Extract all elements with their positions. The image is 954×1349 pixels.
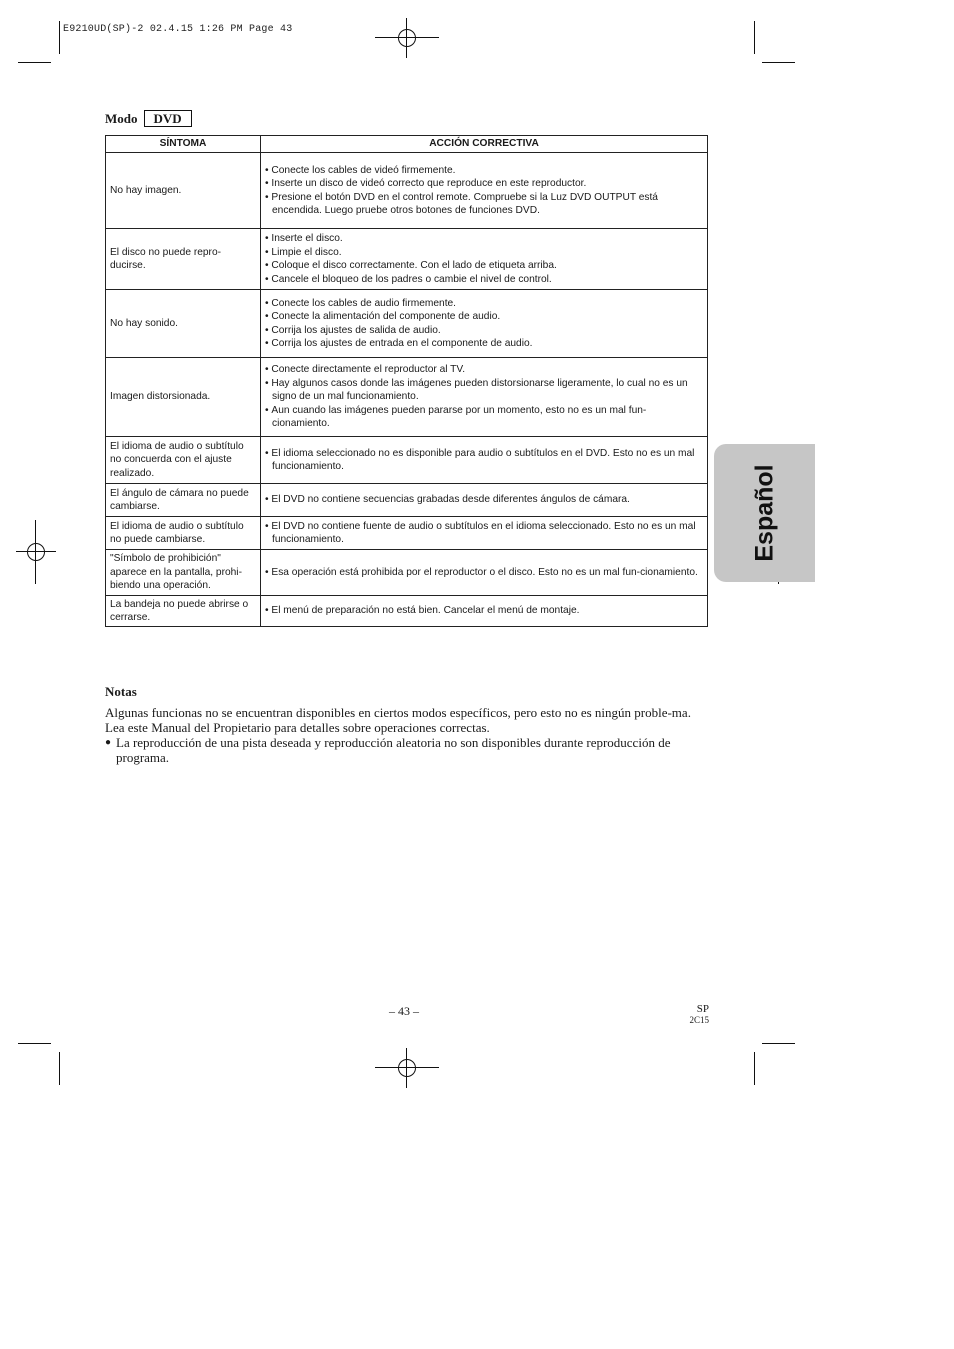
symptom-cell: La bandeja no puede abrirse o cerrarse.: [106, 596, 261, 627]
notes-bullet-item: [105, 735, 705, 765]
bullet-icon: ●: [105, 737, 112, 748]
action-item: • Corrija los ajustes de entrada en el componente de audio.: [265, 337, 703, 351]
registration-mark-bottom: [375, 1048, 439, 1088]
table-row: [106, 517, 708, 550]
action-item: • Conecte los cables de audio firmemente.: [265, 297, 703, 311]
crop-mark-bottom-right-v: [754, 1052, 755, 1085]
action-item: • Limpie el disco.: [265, 246, 703, 260]
page-number: – 43 –: [389, 1004, 419, 1018]
notes-section: [105, 684, 705, 765]
symptom-cell: El idioma de audio o subtítulo no puede cambiarse.: [106, 517, 261, 550]
notes-title: Notas: [105, 684, 137, 699]
action-cell: [261, 290, 708, 358]
action-cell: [261, 153, 708, 229]
action-item: • El DVD no contiene fuente de audio o subtítulos en el idioma seleccionado. Esto no es un mal funcionamiento.: [265, 520, 703, 547]
action-item: • El DVD no contiene secuencias grabadas desde diferentes ángulos de cámara.: [265, 493, 703, 507]
symptom-cell: El idioma de audio o subtítulo no concuerda con el ajuste realizado.: [106, 437, 261, 484]
crop-mark-top-left-h: [18, 62, 51, 63]
troubleshooting-table: [105, 135, 708, 627]
table-row: [106, 290, 708, 358]
action-cell: [261, 358, 708, 437]
action-item: • El idioma seleccionado no es disponible para audio o subtítulos en el DVD. Esto no es un mal funcionamiento.: [265, 447, 703, 474]
language-code: SP: [696, 1003, 709, 1015]
action-cell: [261, 550, 708, 596]
action-item: • El menú de preparación no está bien. Cancelar el menú de montaje.: [265, 604, 703, 618]
table-row: [106, 437, 708, 484]
language-tab-label: Español: [750, 464, 778, 562]
mode-label: Modo: [105, 110, 138, 126]
crop-mark-bottom-left-v: [59, 1052, 60, 1085]
symptom-cell: El ángulo de cámara no puede cambiarse.: [106, 484, 261, 517]
table-row: [106, 484, 708, 517]
action-cell: [261, 517, 708, 550]
crop-mark-bottom-right-h: [762, 1043, 795, 1044]
footer-codes: [682, 1003, 709, 1026]
crop-mark-bottom-left-h: [18, 1043, 51, 1044]
notes-paragraph: Algunas funcionas no se encuentran disponibles en ciertos modos específicos, pero esto no es ningún proble-ma. Lea este Manual del Propietario para detalles sobre operaciones correctas.: [105, 705, 691, 735]
table-row: [106, 550, 708, 596]
mode-badge-dvd: DVD: [144, 110, 192, 127]
crop-mark-top-right-v: [754, 21, 755, 54]
action-cell: [261, 484, 708, 517]
action-item: • Conecte directamente el reproductor al TV.: [265, 363, 703, 377]
table-row: [106, 596, 708, 627]
table-row: [106, 153, 708, 229]
mode-heading: [105, 110, 192, 127]
action-item: • Hay algunos casos donde las imágenes pueden distorsionarse ligeramente, lo cual no es un signo de un mal funcionamiento.: [265, 377, 703, 404]
header-action: ACCIÓN CORRECTIVA: [261, 136, 708, 153]
action-item: • Corrija los ajustes de salida de audio.: [265, 324, 703, 338]
action-item: • Inserte el disco.: [265, 232, 703, 246]
registration-mark-top: [375, 18, 439, 58]
action-cell: [261, 229, 708, 290]
document-code: 2C15: [689, 1015, 709, 1025]
print-header: E9210UD(SP)-2 02.4.15 1:26 PM Page 43: [63, 24, 293, 35]
action-cell: [261, 596, 708, 627]
symptom-cell: Imagen distorsionada.: [106, 358, 261, 437]
action-item: • Inserte un disco de videó correcto que reproduce en este reproductor.: [265, 177, 703, 191]
symptom-cell: No hay imagen.: [106, 153, 261, 229]
action-item: • Cancele el bloqueo de los padres o cambie el nivel de control.: [265, 273, 703, 287]
symptom-cell: El disco no puede repro-ducirse.: [106, 229, 261, 290]
action-item: • Coloque el disco correctamente. Con el lado de etiqueta arriba.: [265, 259, 703, 273]
action-item: • Presione el botón DVD en el control remote. Compruebe si la Luz DVD OUTPUT está encendida. Luego pruebe otros botones de funciones DVD.: [265, 191, 703, 218]
action-item: • Conecte la alimentación del componente de audio.: [265, 310, 703, 324]
header-symptom: SÍNTOMA: [106, 136, 261, 153]
crop-mark-top-right-h: [762, 62, 795, 63]
registration-mark-left: [16, 520, 56, 584]
action-item: • Conecte los cables de videó firmemente.: [265, 164, 703, 178]
crop-mark-top-left-v: [59, 21, 60, 54]
symptom-cell: No hay sonido.: [106, 290, 261, 358]
notes-bullet-text: La reproducción de una pista deseada y reproducción aleatoria no son disponibles durante reproducción de programa.: [116, 735, 671, 765]
table-header-row: [106, 136, 708, 153]
table-row: [106, 358, 708, 437]
action-item: • Esa operación está prohibida por el reproductor o el disco. Esto no es un mal fun-cionamiento.: [265, 566, 703, 580]
action-cell: [261, 437, 708, 484]
table-row: [106, 229, 708, 290]
symptom-cell: "Símbolo de prohibición" aparece en la pantalla, prohi-biendo una operación.: [106, 550, 261, 596]
action-item: • Aun cuando las imágenes pueden pararse por un momento, esto no es un mal fun-cionamiento.: [265, 404, 703, 431]
language-side-tab: [714, 444, 815, 582]
